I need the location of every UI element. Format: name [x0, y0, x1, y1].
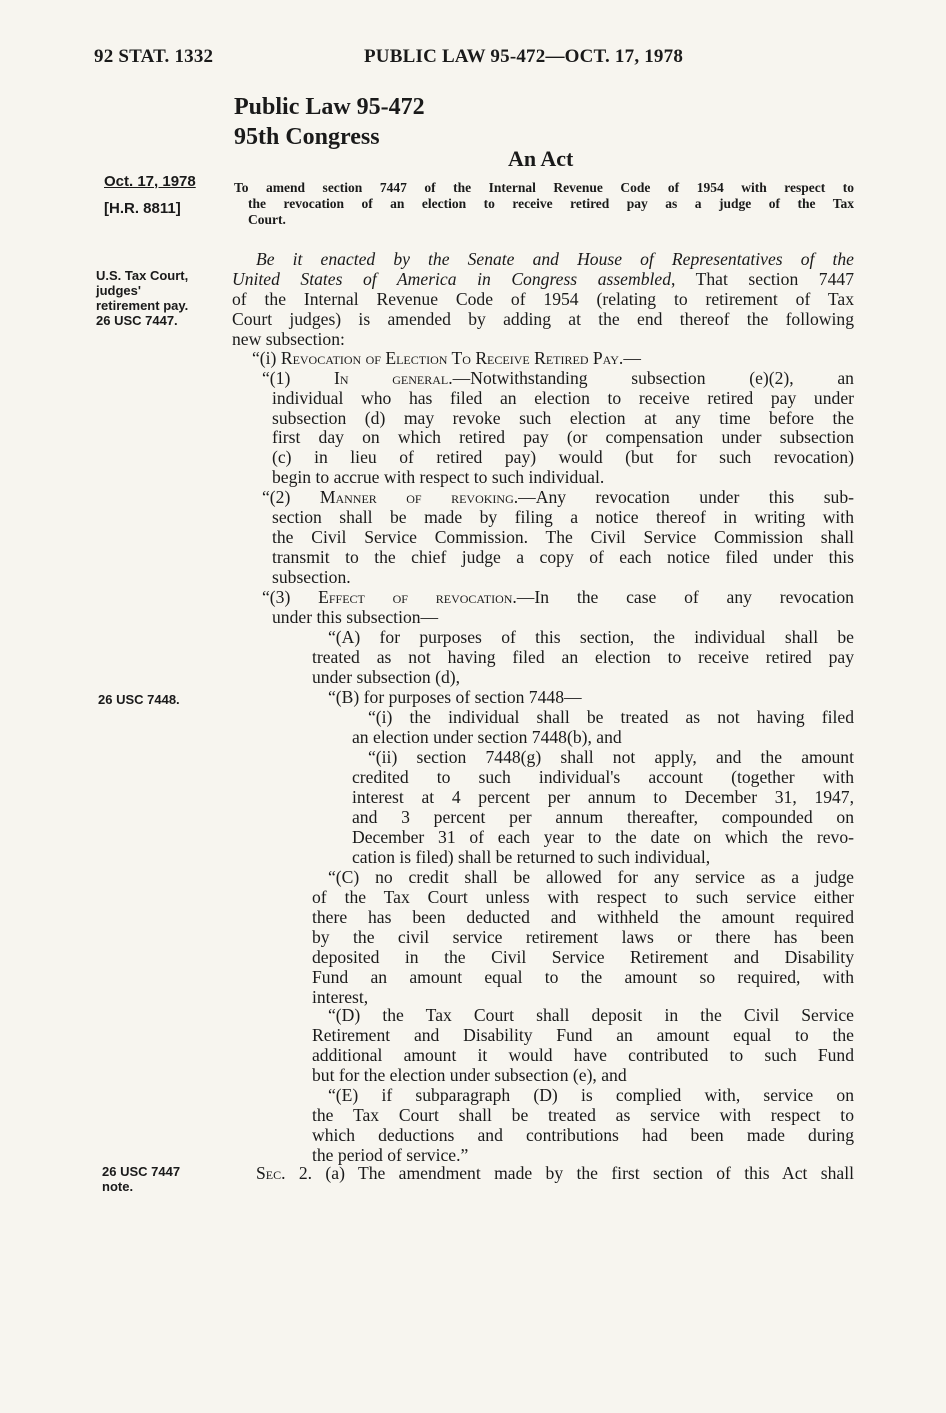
heading-text: Manner of revoking. — [319, 487, 519, 507]
public-law-number: Public Law 95-472 — [234, 94, 425, 120]
subparagraph-c-line: interest, — [312, 987, 369, 1007]
running-title: PUBLIC LAW 95-472—OCT. 17, 1978 — [364, 46, 684, 67]
section-text: (a) The amendment made by the first section of this Act shall — [312, 1163, 854, 1183]
clause-ii-line: interest at 4 percent per annum to December 31, 1947, — [352, 787, 854, 807]
clause-ii-line: December 31 of each year to the date on which the revo- — [352, 827, 854, 847]
paragraph-3-line: under this subsection— — [272, 607, 439, 627]
quote-open: “(3) — [262, 587, 319, 607]
clause-ii-line: cation is filed) shall be returned to such individual, — [352, 847, 711, 867]
subparagraph-a-first-line: “(A) for purposes of this section, the individual shall be — [328, 627, 854, 647]
law-title-block — [234, 92, 425, 152]
act-heading: An Act — [508, 146, 574, 171]
enacting-text: Be it enacted by the Senate and House of Representatives of the — [256, 249, 854, 269]
sidenote-topic — [96, 268, 188, 328]
sidenote-topic-line: U.S. Tax Court, — [96, 268, 189, 283]
paragraph-1-first-line — [262, 369, 854, 389]
subparagraph-e-line: which deductions and contributions had been made during — [312, 1125, 854, 1145]
quote-open: “(1) — [262, 368, 335, 388]
congress-number: 95th Congress — [234, 124, 380, 150]
paragraph-2-line: subsection. — [272, 567, 351, 587]
paragraph-text: —Any revocation under this sub- — [518, 487, 855, 507]
clause-i-first-line: “(i) the individual shall be treated as not having filed — [368, 707, 854, 727]
clause-i-line: an election under section 7448(b), and — [352, 727, 622, 747]
subparagraph-e-line: the period of service.” — [312, 1145, 469, 1165]
subparagraph-c-line: by the civil service retirement laws or there has been — [312, 927, 854, 947]
sidenote-note-line: note. — [102, 1179, 134, 1194]
subparagraph-c-line: deposited in the Civil Service Retirement and Disability — [312, 947, 854, 967]
paragraph-1-line: begin to accrue with respect to such individual. — [272, 467, 605, 487]
sidenote-usc-7447-note — [102, 1164, 180, 1194]
section-2-line — [256, 1164, 854, 1184]
sidenote-topic-line: retirement pay. — [96, 298, 189, 313]
enacting-clause-line: of the Internal Revenue Code of 1954 (relating to retirement of Tax — [232, 289, 854, 309]
paragraph-2-line: transmit to the chief judge a copy of each notice filed under this — [272, 547, 854, 567]
paragraph-2-first-line — [262, 488, 854, 508]
purpose-line: Court. — [248, 212, 286, 227]
clause-ii-line: credited to such individual's account (together with — [352, 767, 854, 787]
sidenote-bill-number: [H.R. 8811] — [104, 200, 181, 217]
paragraph-1-line: (c) in lieu of retired pay) would (but for such revocation) — [272, 447, 854, 467]
clause-ii-line: and 3 percent per annum thereafter, compounded on — [352, 807, 854, 827]
enacting-text-italic: United States of America in Congress assembled — [232, 269, 671, 289]
purpose-line: To amend section 7447 of the Internal Revenue Code of 1954 with respect to — [234, 180, 854, 195]
dash: — — [623, 348, 641, 368]
subparagraph-e-line: the Tax Court shall be treated as service with respect to — [312, 1105, 854, 1125]
heading-text: In general. — [334, 368, 453, 388]
paragraph-1-line: individual who has filed an election to receive retired pay under — [272, 388, 854, 408]
enacting-clause-line: Court judges) is amended by adding at the end thereof the following — [232, 309, 854, 329]
paragraph-text: —In the case of any revocation — [516, 587, 854, 607]
subparagraph-a-line: under subsection (d), — [312, 667, 461, 687]
subparagraph-c-line: there has been deducted and withheld the amount required — [312, 907, 854, 927]
sidenote-note-line: 26 USC 7447 — [102, 1164, 181, 1179]
enacting-text: , That section 7447 — [671, 269, 854, 289]
purpose-clause — [234, 180, 854, 228]
sidenote-topic-line: judges' — [96, 283, 141, 298]
subparagraph-d-line: additional amount it would have contributed to such Fund — [312, 1045, 854, 1065]
enacting-clause-line: new subsection: — [232, 329, 345, 349]
sidenote-usc-7448: 26 USC 7448. — [98, 692, 180, 707]
subparagraph-d-line: Retirement and Disability Fund an amount equal to the — [312, 1025, 854, 1045]
page-stat-reference: 92 STAT. 1332 — [94, 46, 214, 67]
paragraph-3-first-line — [262, 588, 854, 608]
sidenote-date: Oct. 17, 1978 — [104, 173, 196, 190]
heading-text: Revocation of Election To Receive Retired Pay. — [280, 348, 624, 368]
paragraph-2-line: section shall be made by filing a notice thereof in writing with — [272, 507, 854, 527]
clause-ii-first-line: “(ii) section 7448(g) shall not apply, and the amount — [368, 747, 854, 767]
subsection-i-heading — [252, 349, 641, 369]
paragraph-2-line: the Civil Service Commission. The Civil Service Commission shall — [272, 527, 854, 547]
enacting-clause-line — [256, 250, 854, 270]
subparagraph-c-line: Fund an amount equal to the amount so required, with — [312, 967, 854, 987]
subparagraph-c-first-line: “(C) no credit shall be allowed for any service as a judge — [328, 867, 854, 887]
sidenote-topic-line: 26 USC 7447. — [96, 313, 178, 328]
subparagraph-c-line: of the Tax Court unless with respect to such service either — [312, 887, 854, 907]
subparagraph-d-line: but for the election under subsection (e), and — [312, 1065, 627, 1085]
section-label: Sec. 2. — [256, 1163, 313, 1183]
subparagraph-e-first-line: “(E) if subparagraph (D) is complied with, service on — [328, 1085, 854, 1105]
heading-text: Effect of revocation. — [318, 587, 517, 607]
subparagraph-d-first-line: “(D) the Tax Court shall deposit in the Civil Service — [328, 1005, 854, 1025]
subparagraph-a-line: treated as not having filed an election to receive retired pay — [312, 647, 854, 667]
paragraph-1-line: first day on which retired pay (or compensation under subsection — [272, 427, 854, 447]
purpose-line: the revocation of an election to receive retired pay as a judge of the Tax — [248, 196, 854, 211]
quote-open: “(2) — [262, 487, 320, 507]
subparagraph-b-line: “(B) for purposes of section 7448— — [328, 687, 582, 707]
paragraph-1-line: subsection (d) may revoke such election at any time before the — [272, 408, 854, 428]
paragraph-text: —Notwithstanding subsection (e)(2), an — [452, 368, 854, 388]
quote-open: “(i) — [252, 348, 281, 368]
enacting-clause-line — [232, 270, 854, 290]
